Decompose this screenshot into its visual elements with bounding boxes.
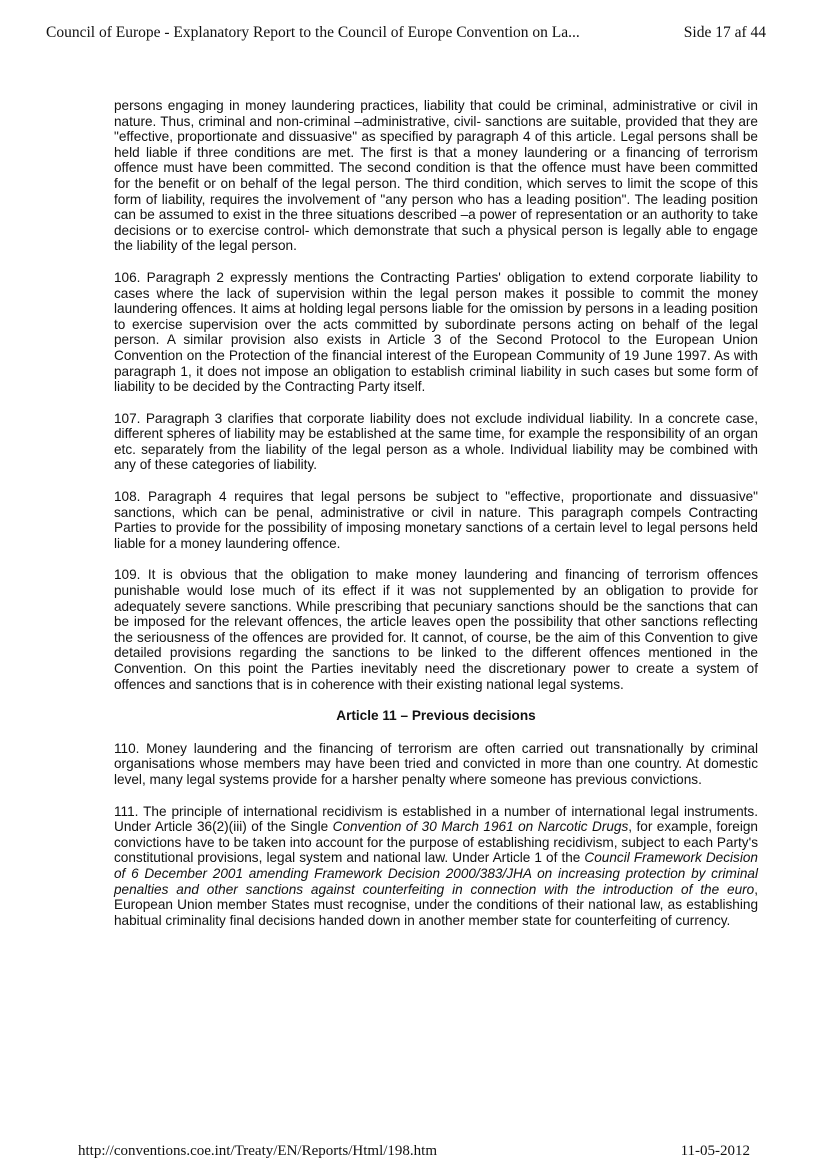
running-footer: [78, 1143, 750, 1163]
paragraph-105-continued: persons engaging in money laundering practices, liability that could be criminal, administrative or civil in nature. Thus, criminal and non-criminal –administrative, civil- sanctions are suitable, provided that they are "effective, proportionate and dissuasive" as specified by paragraph 4 of this article. Legal persons shall be held liable if three conditions are met. The first is that a money laundering or a financing of terrorism offence must have been committed. The second condition is that the offence must have been committed for the benefit or on behalf of the legal person. The third condition, which serves to limit the scope of this form of liability, requires the involvement of "any person who has a leading position". The leading position can be assumed to exist in the three situations described –a power of representation or an authority to take decisions or to exercise control- which demonstrate that such a physical person is legally able to engage the liability of the legal person.: [114, 98, 758, 254]
document-title: Council of Europe - Explanatory Report to the Council of Europe Convention on La...: [46, 24, 580, 41]
running-header: [46, 24, 766, 44]
source-url: http://conventions.coe.int/Treaty/EN/Reports/Html/198.htm: [78, 1143, 438, 1159]
paragraph-108: 108. Paragraph 4 requires that legal persons be subject to "effective, proportionate and dissuasive" sanctions, which can be penal, administrative or civil in nature. This paragraph compels Contracting Parties to provide for the possibility of imposing monetary sanctions of a certain level to legal persons held liable for a money laundering offence.: [114, 489, 758, 551]
report-body: [114, 98, 758, 944]
page-indicator: Side 17 af 44: [683, 24, 766, 41]
paragraph-107: 107. Paragraph 3 clarifies that corporate liability does not exclude individual liability. In a concrete case, different spheres of liability may be established at the same time, for example the responsibility of an organ etc. separately from the liability of the legal person as a whole. Individual liability may be combined with any of these categories of liability.: [114, 410, 758, 473]
paragraph-111-italic-2: Council Framework Decision of 6 December 2001 amending Framework Decision 2000/383/JHA on increasing protection by criminal penalties and other sanctions against counterfeiting in connection with the introduction of the euro: [114, 850, 758, 897]
paragraph-111-text-3: , European Union member States must recognise, under the conditions of their national law, as establishing habitual criminality final decisions handed down in another member state for counterfeiting of currency.: [114, 881, 758, 928]
article-11-heading: Article 11 – Previous decisions: [336, 708, 536, 724]
paragraph-111-italic-1: Convention of 30 March 1961 on Narcotic Drugs: [332, 819, 629, 835]
paragraph-111-text-1: 111. The principle of international recidivism is established in a number of international legal instruments. Under Article 36(2)(iii) of the Single: [114, 803, 758, 835]
paragraph-106: 106. Paragraph 2 expressly mentions the Contracting Parties' obligation to extend corporate liability to cases where the lack of supervision within the legal person makes it possible to commit the money laundering offences. It aims at holding legal persons liable for the omission by persons in a leading position to exercise supervision over the acts committed by subordinate persons acting on behalf of the legal person. A similar provision also exists in Article 3 of the Second Protocol to the European Union Convention on the Protection of the financial interest of the European Community of 19 June 1997. As with paragraph 1, it does not impose an obligation to establish criminal liability in such cases but some form of liability to be decided by the Contracting Party itself.: [114, 269, 758, 395]
paragraph-110: 110. Money laundering and the financing of terrorism are often carried out transnationally by criminal organisations whose members may have been tried and convicted in more than one country. At domestic level, many legal systems provide for a harsher penalty where someone has previous convictions.: [114, 740, 758, 787]
paragraph-111: [114, 804, 758, 929]
paragraph-109: 109. It is obvious that the obligation to make money laundering and financing of terrorism offences punishable would lose much of its effect if it was not supplemented by an obligation to provide for adequately severe sanctions. While prescribing that pecuniary sanctions should be the sanctions that can be imposed for the relevant offences, the article leaves open the possibility that other sanctions reflecting the seriousness of the offences are provided for. It cannot, of course, be the aim of this Convention to give detailed provisions regarding the sanctions to be linked to the different offences mentioned in the Convention. On this point the Parties inevitably need the discretionary power to create a system of offences and sanctions that is in coherence with their existing national legal systems.: [114, 567, 758, 692]
print-date: 11-05-2012: [680, 1143, 750, 1159]
paragraph-111-text-2: , for example, foreign convictions have to be taken into account for the purpose of establishing recidivism, subject to each Party's constitutional provisions, legal system and national law. Under Article 1 of the: [114, 819, 758, 866]
